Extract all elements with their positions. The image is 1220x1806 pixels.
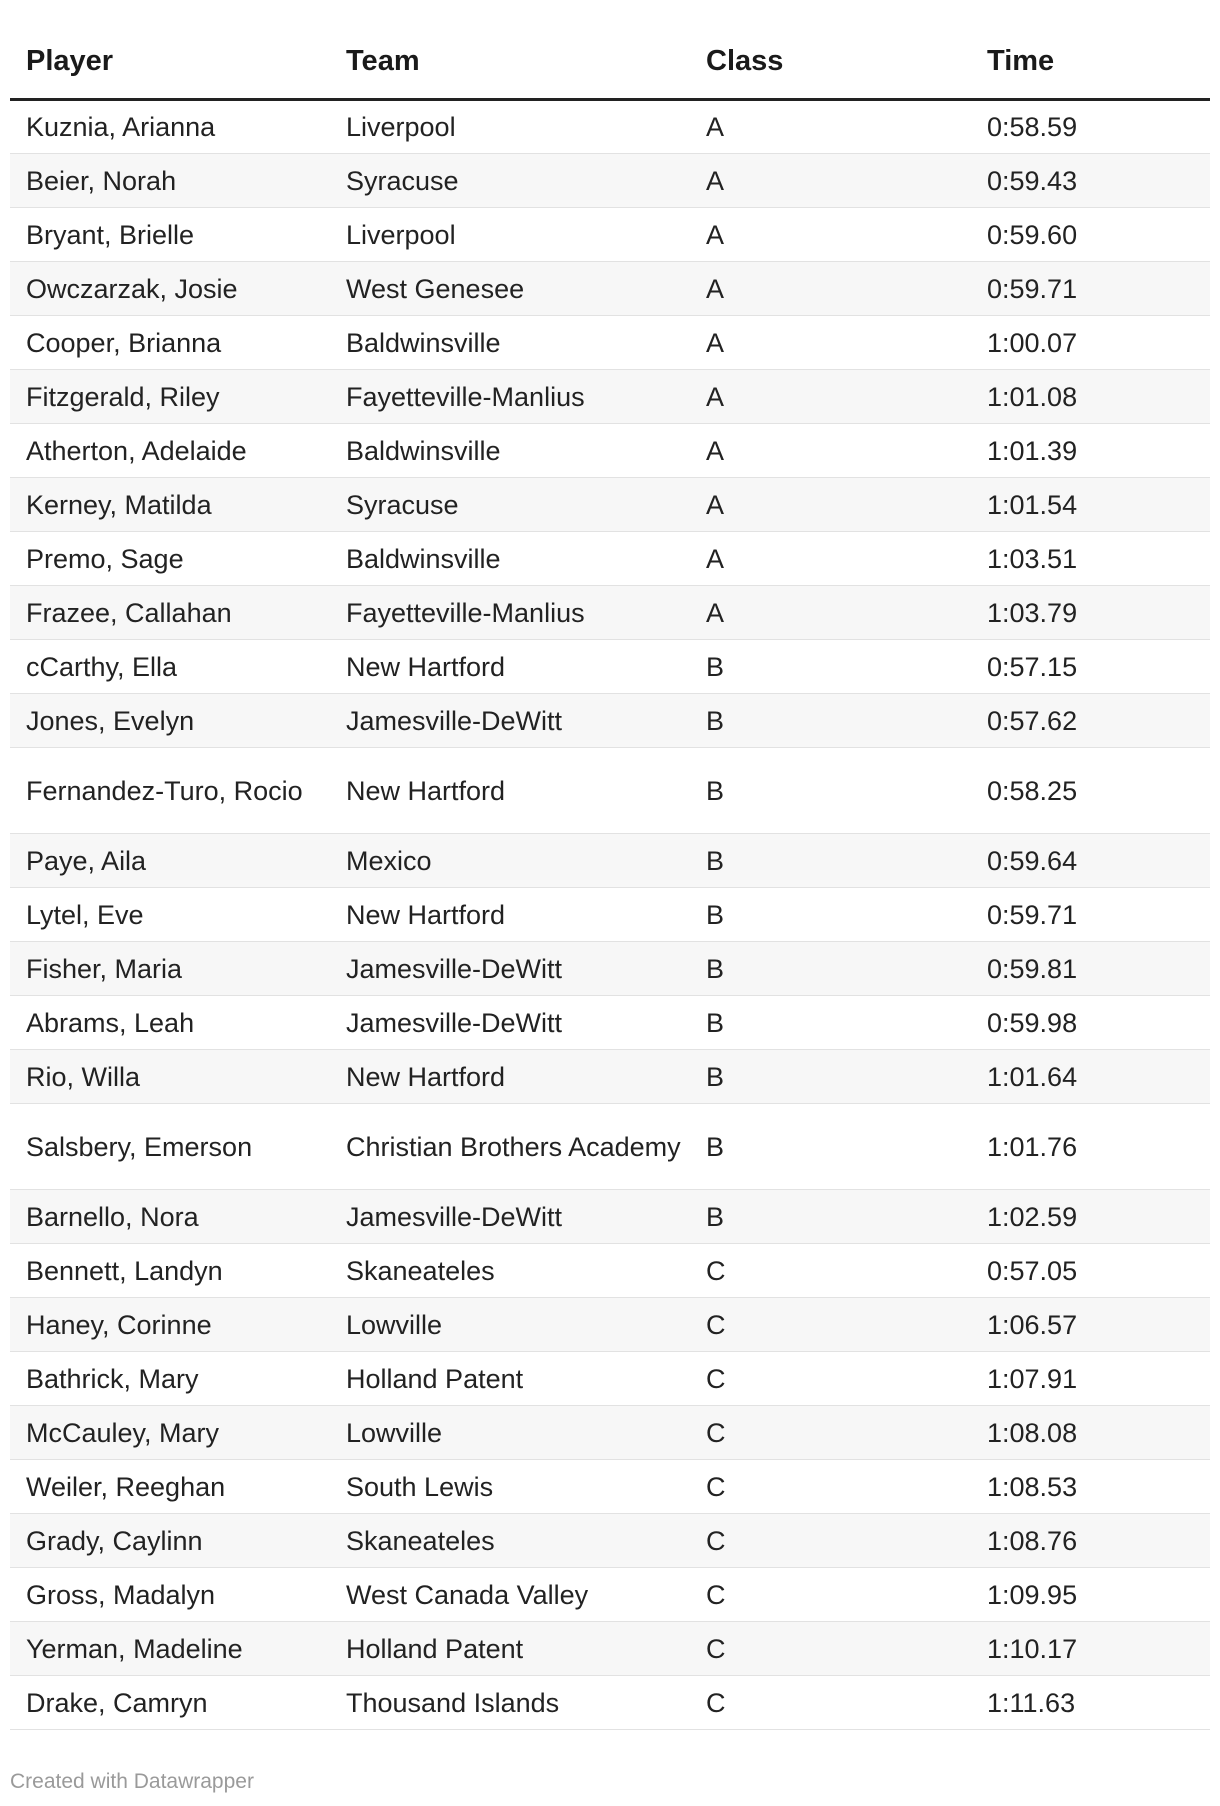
cell-team: Syracuse	[330, 478, 690, 532]
table-row	[10, 748, 1210, 834]
cell-team: Thousand Islands	[330, 1676, 690, 1730]
cell-player: Rio, Willa	[10, 1050, 330, 1104]
cell-player: Kerney, Matilda	[10, 478, 330, 532]
cell-team: Skaneateles	[330, 1244, 690, 1298]
cell-team: New Hartford	[330, 640, 690, 694]
cell-player: Paye, Aila	[10, 834, 330, 888]
cell-player: Lytel, Eve	[10, 888, 330, 942]
cell-team: Skaneateles	[330, 1514, 690, 1568]
cell-time: 1:00.07	[971, 316, 1210, 370]
cell-team: Baldwinsville	[330, 316, 690, 370]
table-row	[10, 640, 1210, 694]
results-table	[10, 24, 1210, 1730]
table-row	[10, 1406, 1210, 1460]
table-row	[10, 100, 1210, 154]
table-row	[10, 208, 1210, 262]
table-row	[10, 262, 1210, 316]
cell-class: B	[690, 640, 971, 694]
cell-time: 0:59.71	[971, 888, 1210, 942]
cell-player: Drake, Camryn	[10, 1676, 330, 1730]
cell-class: B	[690, 1050, 971, 1104]
table-row	[10, 1676, 1210, 1730]
table-row	[10, 834, 1210, 888]
cell-team: Jamesville-DeWitt	[330, 942, 690, 996]
cell-time: 1:09.95	[971, 1568, 1210, 1622]
table-body	[10, 100, 1210, 1730]
cell-time: 1:01.08	[971, 370, 1210, 424]
cell-time: 0:58.25	[971, 748, 1210, 834]
table-row	[10, 996, 1210, 1050]
cell-player: cCarthy, Ella	[10, 640, 330, 694]
cell-time: 1:01.39	[971, 424, 1210, 478]
cell-player: Bryant, Brielle	[10, 208, 330, 262]
cell-time: 0:59.60	[971, 208, 1210, 262]
datawrapper-credit: Created with Datawrapper	[10, 1770, 254, 1793]
cell-time: 1:08.53	[971, 1460, 1210, 1514]
cell-class: C	[690, 1244, 971, 1298]
table-row	[10, 370, 1210, 424]
cell-time: 0:57.05	[971, 1244, 1210, 1298]
cell-player: Beier, Norah	[10, 154, 330, 208]
column-header-player[interactable]: Player	[10, 24, 330, 100]
cell-class: A	[690, 370, 971, 424]
cell-class: C	[690, 1406, 971, 1460]
table-row	[10, 1622, 1210, 1676]
cell-player: Frazee, Callahan	[10, 586, 330, 640]
cell-team: Jamesville-DeWitt	[330, 694, 690, 748]
table-header	[10, 24, 1210, 100]
table-row	[10, 1514, 1210, 1568]
cell-team: Holland Patent	[330, 1352, 690, 1406]
cell-player: Grady, Caylinn	[10, 1514, 330, 1568]
cell-player: Weiler, Reeghan	[10, 1460, 330, 1514]
cell-player: Barnello, Nora	[10, 1190, 330, 1244]
cell-time: 0:58.59	[971, 100, 1210, 154]
cell-class: A	[690, 262, 971, 316]
cell-time: 1:08.76	[971, 1514, 1210, 1568]
table-row	[10, 154, 1210, 208]
table-row	[10, 1050, 1210, 1104]
cell-player: Jones, Evelyn	[10, 694, 330, 748]
cell-team: Fayetteville-Manlius	[330, 370, 690, 424]
table-row	[10, 1568, 1210, 1622]
table-row	[10, 316, 1210, 370]
cell-team: Holland Patent	[330, 1622, 690, 1676]
cell-time: 0:59.81	[971, 942, 1210, 996]
cell-player: Gross, Madalyn	[10, 1568, 330, 1622]
header-row	[10, 24, 1210, 100]
cell-team: Jamesville-DeWitt	[330, 1190, 690, 1244]
cell-time: 1:10.17	[971, 1622, 1210, 1676]
cell-class: C	[690, 1514, 971, 1568]
cell-class: B	[690, 1190, 971, 1244]
table-row	[10, 424, 1210, 478]
cell-team: Lowville	[330, 1298, 690, 1352]
cell-time: 1:11.63	[971, 1676, 1210, 1730]
cell-player: Premo, Sage	[10, 532, 330, 586]
column-header-time[interactable]: Time	[971, 24, 1210, 100]
cell-player: Owczarzak, Josie	[10, 262, 330, 316]
table-row	[10, 586, 1210, 640]
cell-time: 1:03.51	[971, 532, 1210, 586]
cell-time: 1:07.91	[971, 1352, 1210, 1406]
cell-time: 0:59.43	[971, 154, 1210, 208]
cell-team: Lowville	[330, 1406, 690, 1460]
table-row	[10, 888, 1210, 942]
table-row	[10, 942, 1210, 996]
cell-time: 0:59.98	[971, 996, 1210, 1050]
cell-team: Mexico	[330, 834, 690, 888]
cell-player: Fernandez-Turo, Rocio	[10, 748, 330, 834]
cell-time: 0:59.71	[971, 262, 1210, 316]
cell-class: B	[690, 1104, 971, 1190]
cell-time: 0:57.15	[971, 640, 1210, 694]
cell-team: Baldwinsville	[330, 532, 690, 586]
cell-player: Fitzgerald, Riley	[10, 370, 330, 424]
cell-class: B	[690, 888, 971, 942]
cell-time: 1:06.57	[971, 1298, 1210, 1352]
cell-player: Yerman, Madeline	[10, 1622, 330, 1676]
cell-class: A	[690, 154, 971, 208]
cell-team: New Hartford	[330, 1050, 690, 1104]
cell-team: New Hartford	[330, 748, 690, 834]
cell-class: A	[690, 478, 971, 532]
cell-player: Cooper, Brianna	[10, 316, 330, 370]
cell-time: 1:03.79	[971, 586, 1210, 640]
cell-class: A	[690, 316, 971, 370]
cell-class: C	[690, 1352, 971, 1406]
cell-class: B	[690, 694, 971, 748]
cell-player: Bennett, Landyn	[10, 1244, 330, 1298]
cell-team: South Lewis	[330, 1460, 690, 1514]
table-row	[10, 478, 1210, 532]
cell-team: Baldwinsville	[330, 424, 690, 478]
cell-class: C	[690, 1676, 971, 1730]
cell-team: West Canada Valley	[330, 1568, 690, 1622]
table-row	[10, 694, 1210, 748]
cell-time: 1:01.76	[971, 1104, 1210, 1190]
cell-time: 1:08.08	[971, 1406, 1210, 1460]
cell-class: C	[690, 1298, 971, 1352]
cell-class: B	[690, 996, 971, 1050]
cell-time: 1:02.59	[971, 1190, 1210, 1244]
table-row	[10, 1460, 1210, 1514]
cell-player: Kuznia, Arianna	[10, 100, 330, 154]
cell-class: A	[690, 100, 971, 154]
cell-player: Salsbery, Emerson	[10, 1104, 330, 1190]
cell-player: McCauley, Mary	[10, 1406, 330, 1460]
cell-player: Haney, Corinne	[10, 1298, 330, 1352]
cell-class: B	[690, 748, 971, 834]
table-row	[10, 532, 1210, 586]
cell-time: 1:01.64	[971, 1050, 1210, 1104]
cell-time: 1:01.54	[971, 478, 1210, 532]
cell-team: Christian Brothers Academy	[330, 1104, 690, 1190]
column-header-team[interactable]: Team	[330, 24, 690, 100]
cell-team: Liverpool	[330, 100, 690, 154]
cell-player: Fisher, Maria	[10, 942, 330, 996]
table-row	[10, 1352, 1210, 1406]
table-row	[10, 1190, 1210, 1244]
cell-class: A	[690, 208, 971, 262]
table-row	[10, 1298, 1210, 1352]
cell-team: Liverpool	[330, 208, 690, 262]
cell-class: B	[690, 834, 971, 888]
cell-team: West Genesee	[330, 262, 690, 316]
cell-time: 0:57.62	[971, 694, 1210, 748]
cell-class: A	[690, 424, 971, 478]
cell-class: C	[690, 1568, 971, 1622]
cell-class: C	[690, 1622, 971, 1676]
cell-class: A	[690, 532, 971, 586]
cell-player: Atherton, Adelaide	[10, 424, 330, 478]
cell-time: 0:59.64	[971, 834, 1210, 888]
cell-team: Syracuse	[330, 154, 690, 208]
cell-team: Jamesville-DeWitt	[330, 996, 690, 1050]
cell-player: Abrams, Leah	[10, 996, 330, 1050]
cell-class: A	[690, 586, 971, 640]
cell-class: B	[690, 942, 971, 996]
cell-team: New Hartford	[330, 888, 690, 942]
cell-player: Bathrick, Mary	[10, 1352, 330, 1406]
cell-class: C	[690, 1460, 971, 1514]
column-header-class[interactable]: Class	[690, 24, 971, 100]
table-row	[10, 1104, 1210, 1190]
cell-team: Fayetteville-Manlius	[330, 586, 690, 640]
table-row	[10, 1244, 1210, 1298]
